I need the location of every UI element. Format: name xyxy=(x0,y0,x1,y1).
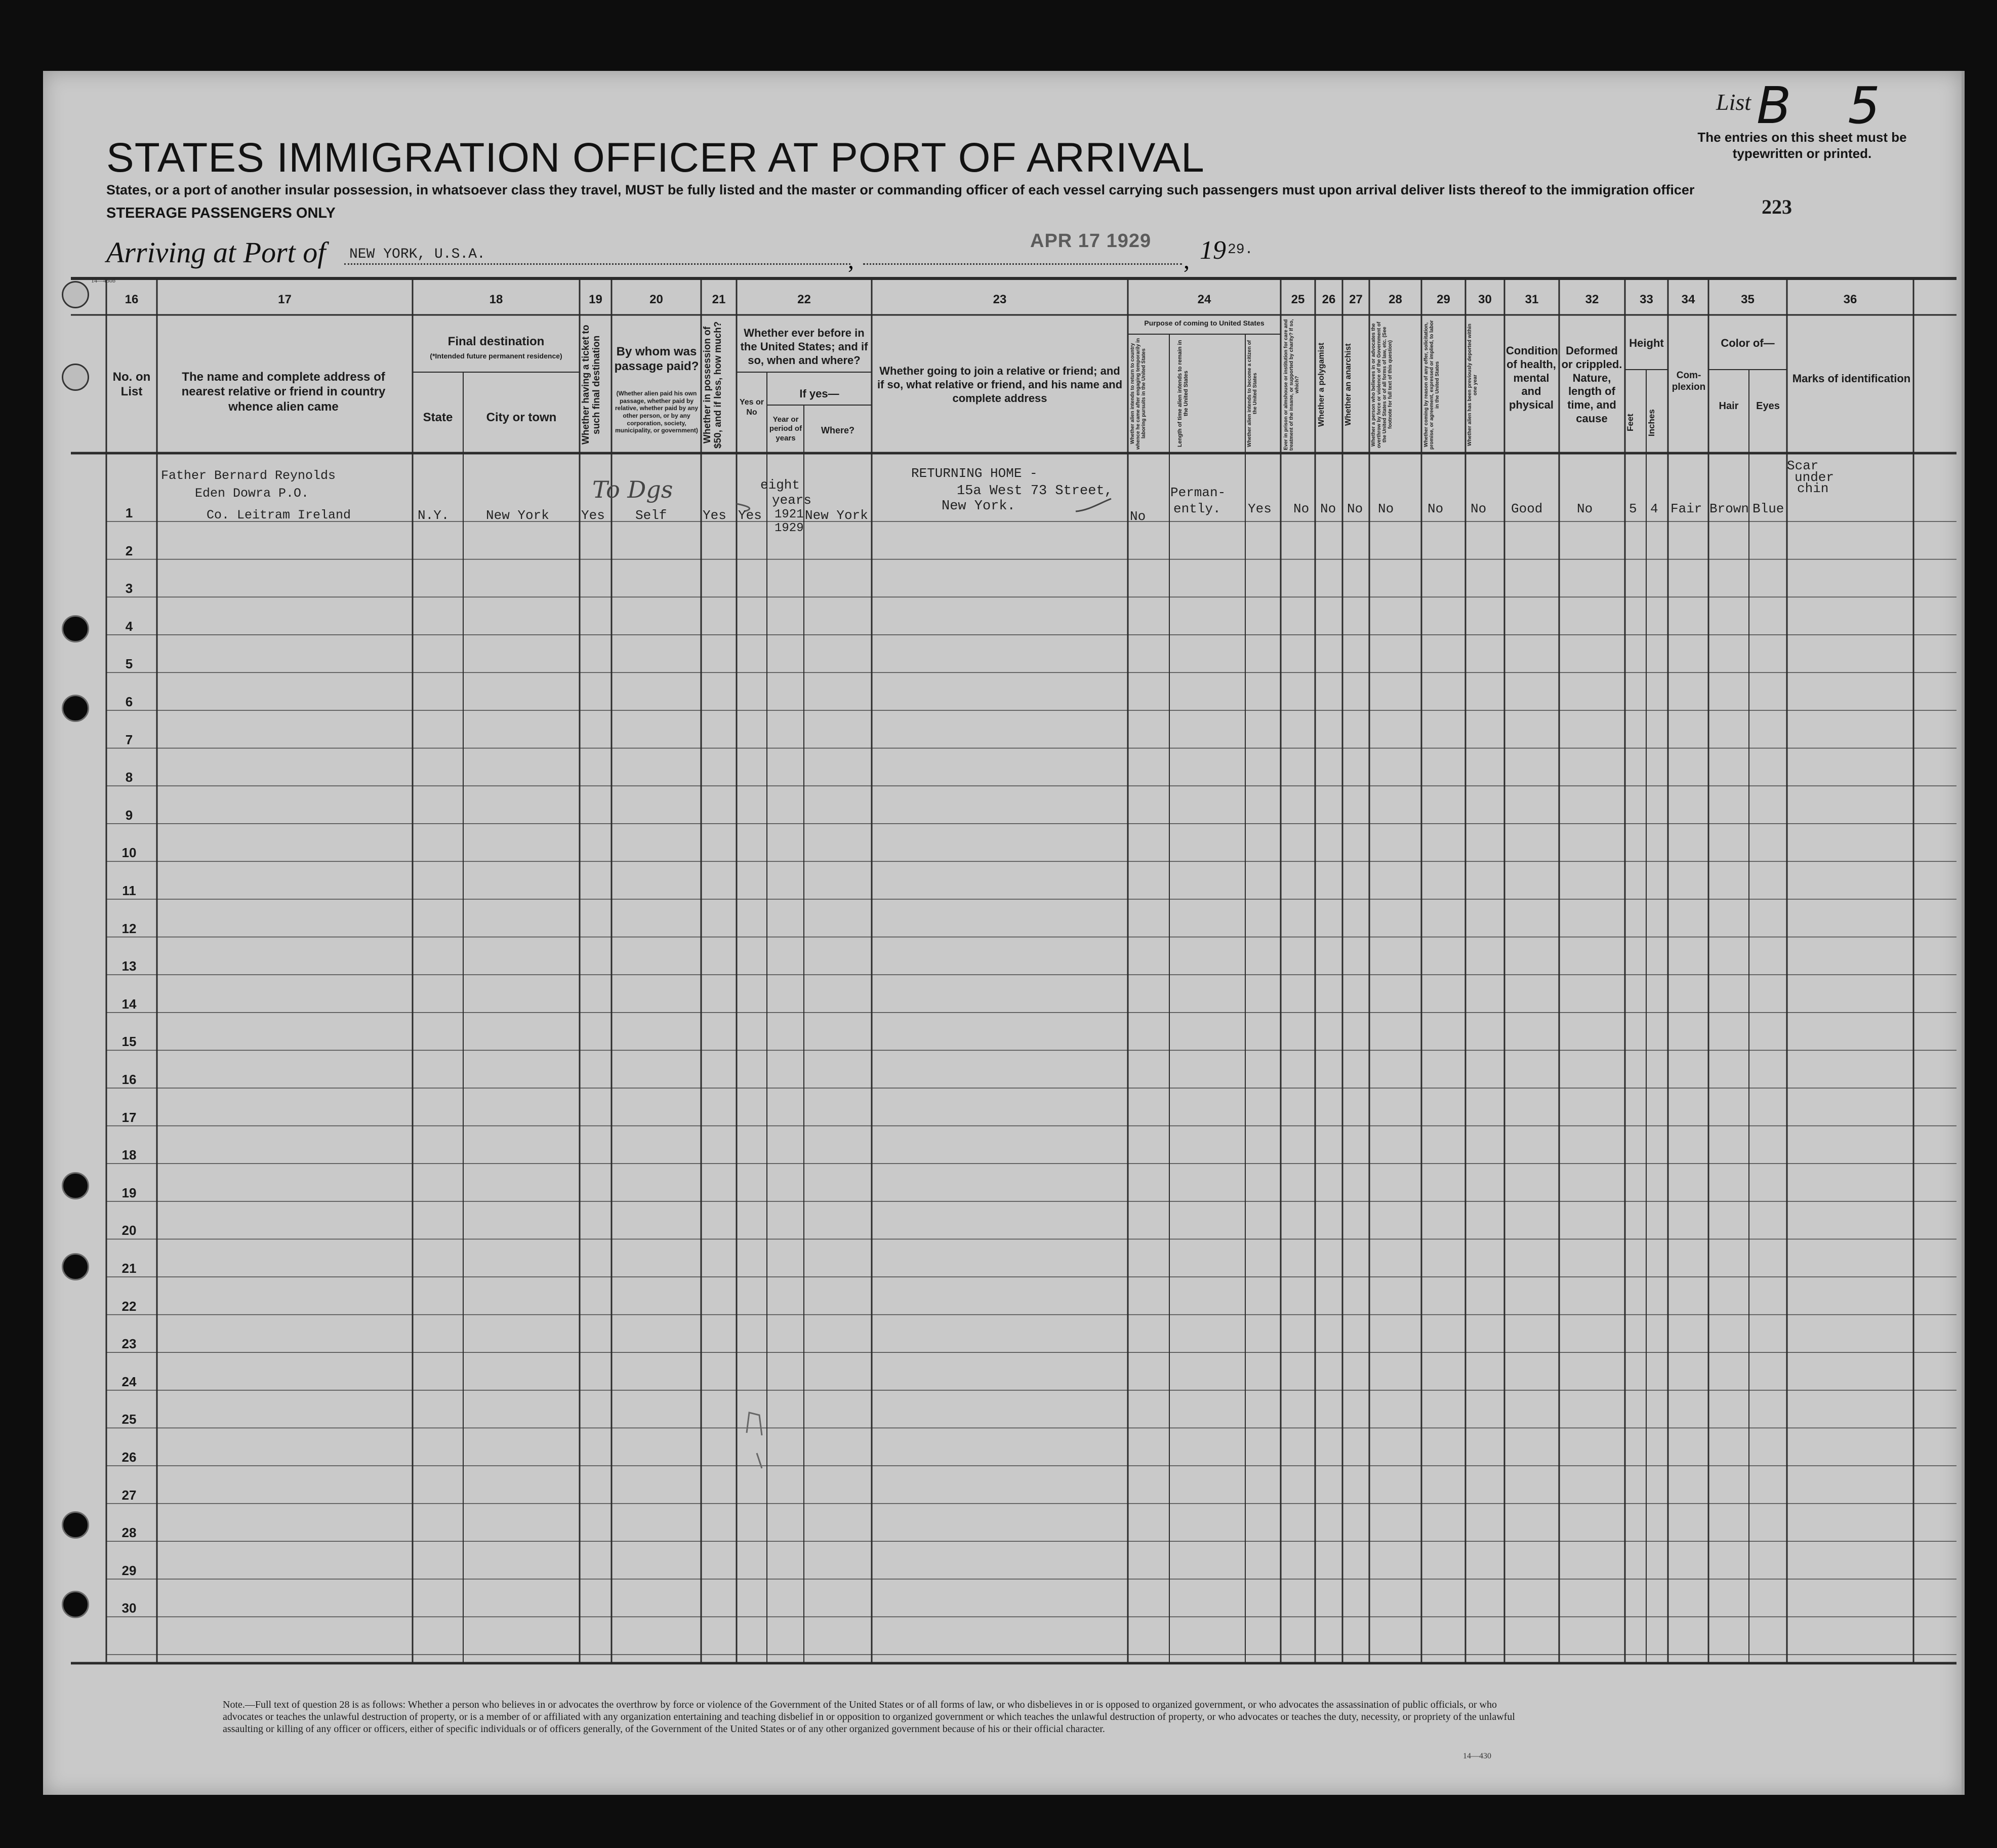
header-fifty-dollars: Whether in possession of $50, and if less, how much? xyxy=(702,321,723,449)
column-number: 36 xyxy=(1843,293,1857,306)
header-city: City or town xyxy=(486,411,557,424)
footnote-question-28: Note.—Full text of question 28 is as follows: Whether a person who believes in or advocates the overthrow by force or violence of the Government of the United States or of all forms of law, or who disbelieves in or is opposed to organized government, or who advocates the assassination of public officials, or who advocates or teaches the unlawful destruction of property, or is a member of or affiliated with any organization entertaining and teaching disbelief in or opposition to organized government or which teaches the unlawful destruction of property, or who advocates or teaches the duty, necessity, or propriety of the unlawful assaulting or killing of any officer or officers, either of specific individuals or of officers generally, of the Government of the United States or of any other organized government because of his or their official character. xyxy=(223,1699,1515,1735)
where-value: New York xyxy=(805,508,868,523)
header-return-country: Whether alien intends to return to country whence he came after engaging temporarily in laboring pursuits in the United States xyxy=(1130,338,1147,450)
year-typed: 29. xyxy=(1228,242,1253,258)
header-join-relative: Whether going to join a relative or friend; and if so, what relative or friend, and his name and complete address xyxy=(877,365,1123,405)
sheet-number: 223 xyxy=(1762,195,1792,218)
header-anarchist: Whether an anarchist xyxy=(1344,343,1353,426)
row-number: 15 xyxy=(121,1034,137,1050)
row-number: 27 xyxy=(121,1487,137,1503)
row-number: 4 xyxy=(125,618,133,634)
period-value: 1921 xyxy=(775,508,804,521)
height-inches-value: 4 xyxy=(1650,501,1658,516)
row-number: 7 xyxy=(125,732,133,747)
header-deformed: Deformed or crippled. Nature, length of time, and cause xyxy=(1561,344,1622,425)
header-hair: Hair xyxy=(1719,400,1739,412)
form-code: 14—430 xyxy=(1463,1752,1491,1760)
row-number: 8 xyxy=(125,770,133,785)
header-final-destination-note: (*Intended future permanent residence) xyxy=(430,352,562,360)
row-number: 19 xyxy=(121,1185,137,1200)
period-value: 1929 xyxy=(775,521,804,535)
overthrow-value: No xyxy=(1378,501,1394,516)
column-number: 33 xyxy=(1640,293,1653,306)
column-number: 23 xyxy=(993,293,1007,306)
return-country-value: No xyxy=(1130,509,1146,524)
eye-color-value: Blue xyxy=(1753,501,1784,516)
header-no-on-list: No. on List xyxy=(112,370,151,399)
row-number: 2 xyxy=(125,543,133,558)
column-number: 34 xyxy=(1681,293,1695,306)
join-relative-value: RETURNING HOME - xyxy=(911,466,1038,481)
column-number: 17 xyxy=(278,293,292,306)
before-yes-no-value: Yes xyxy=(738,508,762,523)
row-number: 11 xyxy=(122,883,136,898)
row-number: 17 xyxy=(121,1109,137,1125)
column-number: 25 xyxy=(1291,293,1305,306)
header-nearest-relative: The name and complete address of nearest relative or friend in country whence alien came xyxy=(181,370,386,414)
date-stamp: APR 17 1929 xyxy=(1030,230,1152,252)
row-number: 16 xyxy=(121,1072,137,1087)
height-feet-value: 5 xyxy=(1629,501,1637,516)
complexion-value: Fair xyxy=(1670,501,1702,516)
row-number: 18 xyxy=(121,1147,137,1163)
header-ever-before: Whether ever before in the United States; and if so, when and where? xyxy=(740,327,868,367)
header-prison: Ever in prison or almshouse or institution for care and treatment of the insane, or supported by charity? If so, which? xyxy=(1283,319,1300,451)
row-number: 1 xyxy=(125,505,133,520)
column-number: 22 xyxy=(797,293,811,306)
identification-marks: under xyxy=(1795,470,1835,485)
relative-address-line: Eden Dowra P.O. xyxy=(195,486,309,501)
destination-city: New York xyxy=(486,508,549,523)
header-length-of-stay: Length of time alien intends to remain in the United States xyxy=(1177,340,1190,448)
column-number: 21 xyxy=(712,293,726,306)
header-passage-paid-note: (Whether alien paid his own passage, whether paid by relative, whether paid by any other person, or by any corporation, society, municipality, or government) xyxy=(615,390,699,434)
join-relative-value: 15a West 73 Street, xyxy=(957,484,1113,499)
row-number: 21 xyxy=(121,1261,137,1276)
row-number: 24 xyxy=(121,1374,137,1389)
identification-marks: Scar xyxy=(1787,458,1819,473)
column-number: 31 xyxy=(1525,293,1539,306)
health-value: Good xyxy=(1511,501,1543,516)
header-height: Height xyxy=(1629,337,1664,349)
header-citizen: Whether alien intends to become a citizen of the United States xyxy=(1247,340,1258,448)
header-where: Where? xyxy=(821,425,854,435)
form-code: 14—430b xyxy=(91,277,115,284)
column-number: 19 xyxy=(589,293,602,306)
row-number: 20 xyxy=(121,1223,137,1238)
period-value: years xyxy=(772,493,812,508)
polygamist-value: No xyxy=(1320,501,1336,516)
passenger-class-label: STEERAGE PASSENGERS ONLY xyxy=(106,205,336,221)
column-number: 35 xyxy=(1741,293,1755,306)
header-if-yes: If yes— xyxy=(799,387,839,400)
anarchist-value: No xyxy=(1347,501,1363,516)
row-number: 10 xyxy=(121,845,137,861)
period-value: eight xyxy=(760,477,800,493)
row-number: 26 xyxy=(121,1450,137,1465)
column-number: 24 xyxy=(1197,293,1211,306)
header-marks: Marks of identification xyxy=(1792,372,1911,385)
row-number: 28 xyxy=(121,1525,137,1541)
header-deported: Whether alien has been previously deported within one year xyxy=(1467,324,1478,446)
header-color-of: Color of— xyxy=(1721,337,1775,349)
comma-separator: , xyxy=(1184,247,1190,274)
column-number: 29 xyxy=(1437,293,1450,306)
header-passage-paid: By whom was passage paid? xyxy=(614,345,699,374)
relative-name: Father Bernard Reynolds xyxy=(161,468,336,483)
row-number: 6 xyxy=(125,694,133,709)
comma-separator: , xyxy=(848,247,854,274)
column-number: 20 xyxy=(649,293,663,306)
header-inches: Inches xyxy=(1647,409,1656,436)
pencil-mark xyxy=(1076,499,1111,511)
column-number: 28 xyxy=(1389,293,1402,306)
ticket-value: Yes xyxy=(581,508,605,523)
header-health: Condition of health, mental and physical xyxy=(1506,344,1558,412)
header-final-destination: Final destination xyxy=(447,335,545,348)
header-feet: Feet xyxy=(1625,414,1635,432)
row-number: 25 xyxy=(121,1412,137,1427)
year-prefix: 19 xyxy=(1200,236,1226,265)
hair-color-value: Brown xyxy=(1709,501,1749,516)
header-period-years: Year or period of years xyxy=(769,415,802,443)
row-number: 13 xyxy=(121,958,137,974)
citizen-value: Yes xyxy=(1248,501,1272,516)
deformed-value: No xyxy=(1577,501,1593,516)
column-number: 18 xyxy=(489,293,503,306)
port-value: NEW YORK, U.S.A. xyxy=(349,247,485,262)
list-label: List xyxy=(1716,89,1751,115)
destination-state: N.Y. xyxy=(418,508,450,523)
length-of-stay-value: ently. xyxy=(1173,501,1221,516)
row-number: 12 xyxy=(121,920,137,936)
relative-address-line: Co. Leitram Ireland xyxy=(207,508,351,523)
header-eyes: Eyes xyxy=(1756,400,1780,412)
instruction-text: States, or a port of another insular possession, in whatsoever class they travel, MUST be fully listed and the master or commanding officer of each vessel carrying such passengers must upon arrival deliver lists thereof to the immigration officer xyxy=(106,182,1695,197)
identification-marks: chin xyxy=(1797,481,1829,496)
column-number: 32 xyxy=(1585,293,1599,306)
header-yes-or-no: Yes or No xyxy=(739,398,764,417)
header-polygamist: Whether a polygamist xyxy=(1317,342,1326,427)
join-relative-value: New York. xyxy=(942,499,1015,514)
handwritten-annotation: To Dgs xyxy=(592,476,673,503)
header-offer-to-labor: Whether coming by reason of any offer, solicitation, promise, or agreement, expressed or implied, to labor in the United States xyxy=(1423,320,1440,450)
row-number: 3 xyxy=(125,581,133,596)
header-complexion: Com- plexion xyxy=(1672,370,1706,393)
column-number: 30 xyxy=(1478,293,1492,306)
header-ticket: Whether having a ticket to such final destination xyxy=(581,325,602,445)
row-number: 29 xyxy=(121,1562,137,1578)
typewritten-note: The entries on this sheet must be typewritten or printed. xyxy=(1697,130,1907,161)
row-number: 22 xyxy=(121,1298,137,1314)
row-number: 14 xyxy=(121,996,137,1012)
header-purpose: Purpose of coming to United States xyxy=(1144,319,1265,327)
header-state: State xyxy=(423,411,453,424)
prison-value: No xyxy=(1293,501,1310,516)
column-number: 26 xyxy=(1322,293,1336,306)
header-overthrow: Whether a person who believes in or advocates the overthrow by force or violence of the Government of the United States or of all forms of law, etc. (See footnote for full text of this question) xyxy=(1371,322,1393,448)
document-title: STATES IMMIGRATION OFFICER AT PORT OF ARRIVAL xyxy=(106,135,1205,181)
offer-value: No xyxy=(1428,501,1444,516)
paid-by-value: Self xyxy=(635,508,667,523)
deported-value: No xyxy=(1471,501,1487,516)
list-number: B 5 xyxy=(1757,76,1901,135)
row-number: 23 xyxy=(121,1336,137,1352)
row-number: 9 xyxy=(125,807,133,823)
arriving-label: Arriving at Port of xyxy=(106,236,326,269)
row-number: 30 xyxy=(121,1600,137,1616)
column-number: 27 xyxy=(1349,293,1363,306)
length-of-stay-value: Perman- xyxy=(1170,485,1226,500)
row-number: 5 xyxy=(125,656,133,672)
pencil-mark xyxy=(747,1413,762,1468)
column-number: 16 xyxy=(125,293,139,306)
fifty-dollars-value: Yes xyxy=(703,508,726,523)
